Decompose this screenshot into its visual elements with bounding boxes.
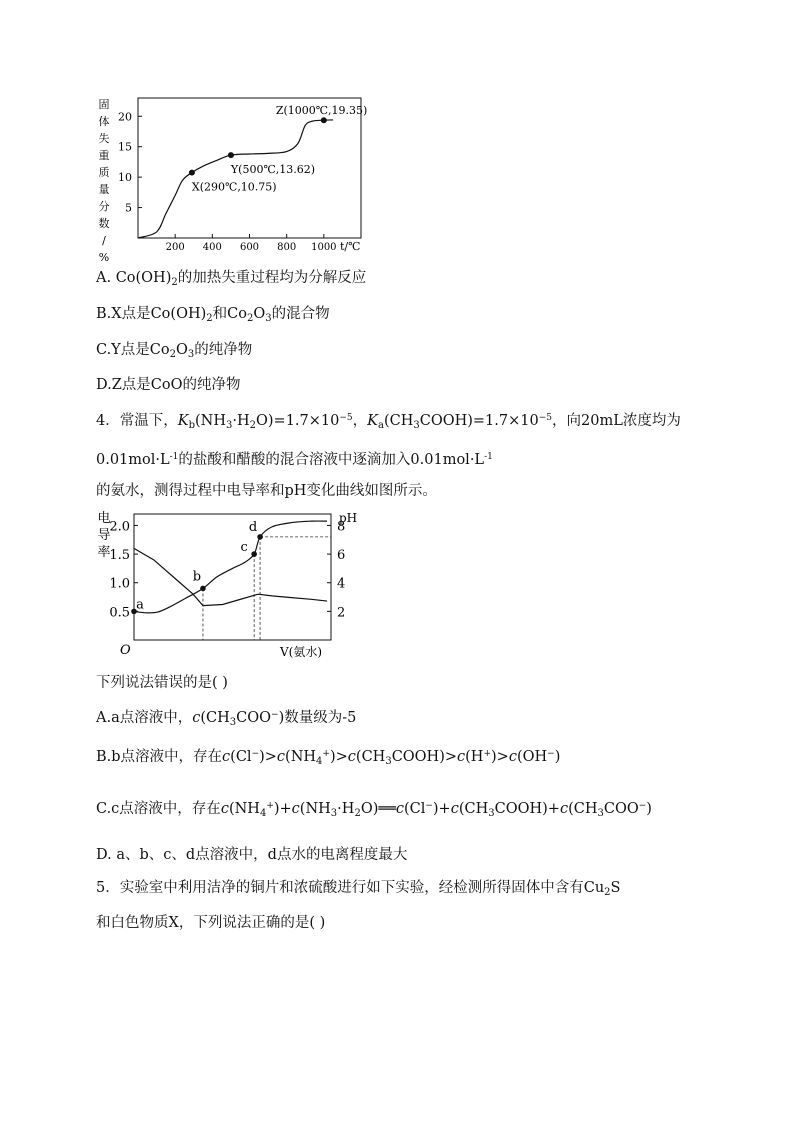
q4-option-d: D. a、b、c、d点溶液中，d点水的电离程度最大 [96,847,408,863]
key-point-label: a [136,597,144,613]
y-ticks-right [327,519,345,620]
y-axis-label [99,98,110,264]
y-tick-label-left: 1.0 [109,576,130,592]
q4-option-c: C.c点溶液中，存在$c(NH_4^+)+c(NH_3\cdot H_2O)══c(Cl^-)+c(CH_3COOH)+c(CH_3COO^-)$ [96,801,652,819]
y-label-char: 失 [98,132,110,145]
q3-option-d: D.Z点是CoO的纯净物 [96,377,241,393]
q3-option-b: B.X点是$Co(OH)_2$和$Co_2O_3$的混合物 [96,306,330,324]
q4-option-b: B.b点溶液中，存在$c(Cl^-)>c(NH_4^+)>c(CH_3COOH)>c(H^+)>c(OH^-)$ [96,749,561,767]
q4-stem-3: 的氨水，测得过程中电导率和pH变化曲线如图所示。 [96,483,437,499]
key-point-label: Z(1000℃,19.35) [275,104,368,118]
q4-question: 下列说法错误的是( ) [96,675,228,691]
key-point-label: X(290℃,10.75) [191,180,277,194]
origin-label: O [120,643,131,658]
chart-tga [90,92,380,264]
q5-stem-1: 5．实验室中利用洁净的铜片和浓硫酸进行如下实验，经检测所得固体中含有$Cu_2S$ [96,880,621,898]
y-tick-label: 15 [118,140,132,154]
y-label-char: 电 [97,511,111,526]
x-axis-label: V(氨水) [280,645,323,659]
plot-frame [134,514,331,640]
y-tick-label-right: 4 [337,576,346,592]
x-tick-label: 400 [202,242,222,253]
x-tick-label: 200 [165,242,185,253]
x-tick-label: 800 [277,242,297,253]
q5-stem-2: 和白色物质X，下列说法正确的是( ) [96,915,326,931]
y-tick-label: 10 [118,171,132,185]
y-tick-label-left: 2.0 [109,519,130,535]
q3-option-c: C.Y点是$Co_2O_3$的纯净物 [96,342,253,360]
q4-option-a: A.a点溶液中，$c(CH_3COO^-)$数量级为-5 [96,710,357,728]
x-tick-label: 1000 [311,242,337,253]
q3-option-a: A. $Co(OH)_2$的加热失重过程均为分解反应 [96,270,367,288]
key-point [228,152,234,158]
key-points [131,520,263,614]
y-tick-label: 20 [118,110,132,124]
y-tick-label: 5 [125,201,132,215]
y-label-char: 分 [98,200,110,213]
y-label-char: 率 [97,545,111,560]
y-label-char: / [102,234,106,247]
y-label-char: 重 [98,149,110,162]
y-label-char: 导 [97,528,111,543]
y-label-char: 数 [98,217,110,230]
y-label-char: 体 [98,115,110,128]
q4-stem-2: $0.01mol\cdot L^{-1}$的盐酸和醋酸的混合溶液中逐滴加入$0.01mol\cdot L^{-1}$ [96,452,493,468]
key-point-label: c [240,540,248,556]
chart-conductivity-ph [90,508,380,663]
y-label-char: 固 [98,98,110,111]
key-point [321,117,327,123]
key-point-label: d [248,519,258,535]
key-point-label: b [192,569,202,585]
q4-stem-1: 4．常温下，$K_b(NH_3\cdot H_2O)=1.7\times 10^{-5}$，$K_a(CH_3COOH)=1.7\times 10^{-5}$，向20mL浓度均为 [96,413,681,431]
y-axis-label-right: pH [339,511,358,525]
y-label-char: 质 [98,166,110,179]
y-label-char: 量 [98,183,110,196]
y-tick-label-right: 6 [337,548,346,564]
x-axis-label: t/℃ [340,240,361,253]
y-label-char: % [98,251,110,264]
key-point [257,534,263,540]
x-ticks [166,234,337,253]
key-point-label: Y(500℃,13.62) [230,163,316,177]
y-tick-label-left: 1.5 [109,548,130,564]
tga-curve [138,120,333,238]
key-point [251,551,257,557]
x-tick-label: 600 [239,242,260,253]
y-tick-label-left: 0.5 [109,605,130,621]
ph-curve [134,521,327,613]
key-point [189,170,195,176]
conductivity-curve [134,548,327,605]
key-point [200,586,206,592]
y-tick-label-right: 2 [337,605,346,621]
key-points [189,104,367,193]
guide-lines [203,537,331,640]
y-tick-label-right: 8 [337,519,346,535]
